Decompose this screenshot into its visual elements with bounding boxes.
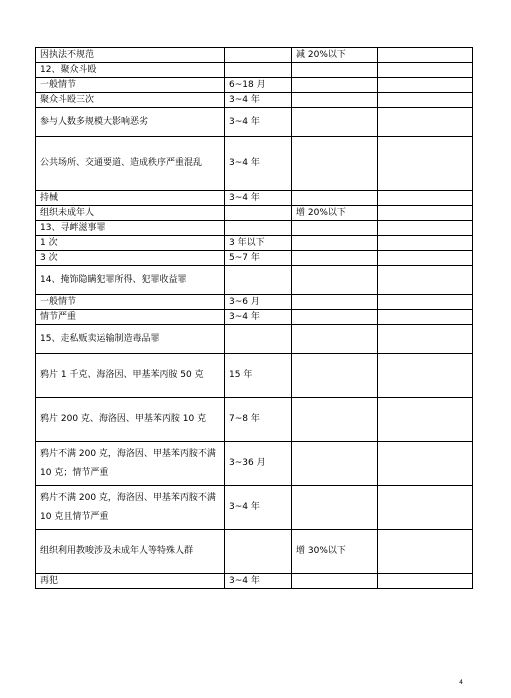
- page-number: 4: [459, 679, 463, 686]
- table-cell: [225, 48, 292, 63]
- table-cell: [378, 530, 473, 574]
- table-cell: 鸦片不满 200 克，海洛因、甲基苯丙胺不满 10 克且情节严重: [36, 486, 225, 530]
- table-row: [36, 574, 473, 589]
- table-cell: [378, 442, 473, 486]
- table-cell: [292, 78, 378, 93]
- table-cell: [225, 63, 292, 78]
- table-cell: 一般情节: [36, 295, 225, 310]
- table-cell: 3~36 月: [225, 442, 292, 486]
- table-cell: [292, 266, 378, 295]
- table-row: [36, 354, 473, 398]
- table-cell: 6~18 月: [225, 78, 292, 93]
- table-cell: 聚众斗殴三次: [36, 93, 225, 108]
- table-cell: [378, 486, 473, 530]
- table-cell: [292, 191, 378, 206]
- table-cell: [378, 78, 473, 93]
- table-cell: [225, 530, 292, 574]
- table-row: [36, 93, 473, 108]
- table-cell: 鸦片不满 200 克，海洛因、甲基苯丙胺不满 10 克；情节严重: [36, 442, 225, 486]
- table-cell: 1 次: [36, 236, 225, 251]
- table-cell: [292, 295, 378, 310]
- table-cell: [378, 236, 473, 251]
- table-cell: 因执法不规范: [36, 48, 225, 63]
- table-row: [36, 221, 473, 236]
- table-cell: [292, 251, 378, 266]
- table-cell: 组织利用教唆涉及未成年人等特殊人群: [36, 530, 225, 574]
- table-row: [36, 295, 473, 310]
- table-cell: 15、走私贩卖运输制造毒品罪: [36, 325, 225, 354]
- table-cell: 7~8 年: [225, 398, 292, 442]
- table-cell: [378, 325, 473, 354]
- table-cell: [378, 221, 473, 236]
- table-cell: 3~6 月: [225, 295, 292, 310]
- table-cell: [292, 108, 378, 137]
- table-row: [36, 48, 473, 63]
- table-cell: 3~4 年: [225, 108, 292, 137]
- table-row: [36, 325, 473, 354]
- table-row: [36, 442, 473, 486]
- table-cell: 鸦片 200 克、海洛因、甲基苯丙胺 10 克: [36, 398, 225, 442]
- table-cell: [292, 486, 378, 530]
- table-row: [36, 398, 473, 442]
- table-cell: [292, 325, 378, 354]
- table-cell: 公共场所、交通要道、造成秩序严重混乱: [36, 137, 225, 191]
- table-row: [36, 236, 473, 251]
- table-cell: 3~4 年: [225, 310, 292, 325]
- table-cell: [292, 310, 378, 325]
- table-row: [36, 530, 473, 574]
- table-cell: 15 年: [225, 354, 292, 398]
- table-cell: 3~4 年: [225, 574, 292, 589]
- table-cell: [225, 206, 292, 221]
- table-cell: 参与人数多规模大影响恶劣: [36, 108, 225, 137]
- table-cell: 5~7 年: [225, 251, 292, 266]
- table-row: [36, 63, 473, 78]
- table-cell: [292, 93, 378, 108]
- table-row: [36, 137, 473, 191]
- table-cell: 增 20%以下: [292, 206, 378, 221]
- table-cell: [378, 63, 473, 78]
- table-row: [36, 251, 473, 266]
- table-cell: [378, 398, 473, 442]
- table-cell: 情节严重: [36, 310, 225, 325]
- table-row: [36, 78, 473, 93]
- table-cell: [292, 137, 378, 191]
- table-cell: [378, 48, 473, 63]
- table-cell: [378, 574, 473, 589]
- table-cell: [378, 266, 473, 295]
- table-cell: [378, 251, 473, 266]
- table-cell: 3 年以下: [225, 236, 292, 251]
- table-cell: [225, 266, 292, 295]
- table-cell: 12、聚众斗殴: [36, 63, 225, 78]
- table-cell: 一般情节: [36, 78, 225, 93]
- table-cell: [378, 137, 473, 191]
- table-cell: [292, 442, 378, 486]
- table-cell: [292, 398, 378, 442]
- table-row: [36, 486, 473, 530]
- table-row: [36, 108, 473, 137]
- table-cell: [225, 221, 292, 236]
- table-cell: [292, 221, 378, 236]
- table-cell: [378, 108, 473, 137]
- table-row: [36, 191, 473, 206]
- table-cell: 减 20%以下: [292, 48, 378, 63]
- table-row: [36, 310, 473, 325]
- table-cell: 3~4 年: [225, 191, 292, 206]
- table-cell: [292, 63, 378, 78]
- table-cell: [378, 295, 473, 310]
- table-row: [36, 206, 473, 221]
- table-cell: [378, 354, 473, 398]
- table-cell: 3 次: [36, 251, 225, 266]
- table-cell: 持械: [36, 191, 225, 206]
- table-row: [36, 266, 473, 295]
- sentencing-table: [35, 47, 473, 589]
- table-cell: [378, 206, 473, 221]
- table-cell: 鸦片 1 千克、海洛因、甲基苯丙胺 50 克: [36, 354, 225, 398]
- table-cell: [378, 191, 473, 206]
- table-cell: [292, 574, 378, 589]
- table-cell: [225, 325, 292, 354]
- table-cell: [292, 236, 378, 251]
- table-cell: 3~4 年: [225, 486, 292, 530]
- table-cell: 3~4 年: [225, 137, 292, 191]
- table-cell: 3~4 年: [225, 93, 292, 108]
- table-cell: 组织未成年人: [36, 206, 225, 221]
- table-cell: [378, 93, 473, 108]
- table-cell: 再犯: [36, 574, 225, 589]
- table-cell: 增 30%以下: [292, 530, 378, 574]
- table-cell: 14、掩饰隐瞒犯罪所得、犯罪收益罪: [36, 266, 225, 295]
- table-cell: [378, 310, 473, 325]
- table-cell: 13、寻衅滋事罪: [36, 221, 225, 236]
- table-cell: [292, 354, 378, 398]
